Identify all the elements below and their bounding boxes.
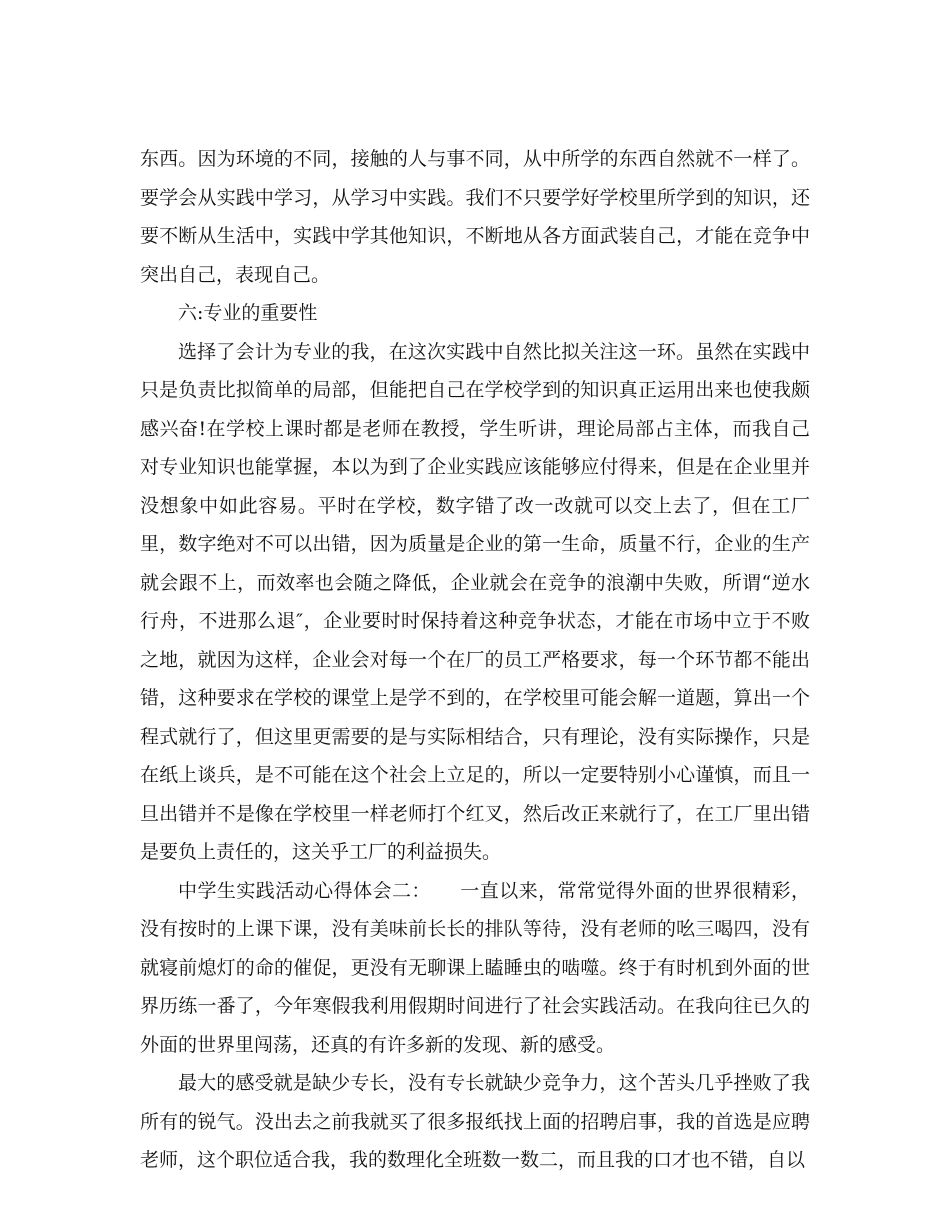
paragraph-second-essay: 中学生实践活动心得体会二： 一直以来，常常觉得外面的世界很精彩，没有按时的上课下课，没有美味前长长的排队等待，没有老师的吆三喝四，没有就寝前熄灯的命的催促，更没有无聊课上瞌睡虫的啮噬。终于有时机到外面的世界历练一番了，今年寒假我利用假期时间进行了社会实践活动。在我向往已久的外面的世界里闯荡，还真的有许多新的发现、新的感受。 bbox=[140, 879, 810, 1056]
document-body bbox=[140, 140, 810, 1180]
paragraph-feeling: 最大的感受就是缺少专长，没有专长就缺少竞争力，这个苦头几乎挫败了我所有的锐气。没出去之前我就买了很多报纸找上面的招聘启事，我的首选是应聘老师，这个职位适合我，我的数理化全班数一数二，而且我的口才也不错，自以 bbox=[140, 1072, 810, 1171]
paragraph-continued: 东西。因为环境的不同，接触的人与事不同，从中所学的东西自然就不一样了。要学会从实践中学习，从学习中实践。我们不只要学好学校里所学到的知识，还要不断从生活中，实践中学其他知识，不断地从各方面武装自己，才能在竞争中突出自己，表现自己。 bbox=[140, 148, 810, 286]
paragraph-accounting: 选择了会计为专业的我，在这次实践中自然比拟关注这一环。虽然在实践中只是负责比拟简单的局部，但能把自己在学校学到的知识真正运用出来也使我颇感兴奋!在学校上课时都是老师在教授，学生听讲，理论局部占主体，而我自己对专业知识也能掌握，本以为到了企业实践应该能够应付得来，但是在企业里并没想象中如此容易。平时在学校，数字错了改一改就可以交上去了，但在工厂里，数字绝对不可以出错，因为质量是企业的第一生命，质量不行，企业的生产就会跟不上，而效率也会随之降低，企业就会在竞争的浪潮中失败，所谓“逆水行舟，不进那么退″，企业要时时保持着这种竞争状态，才能在市场中立于不败之地，就因为这样，企业会对每一个在厂的员工严格要求，每一个环节都不能出错，这种要求在学校的课堂上是学不到的，在学校里可能会解一道题，算出一个程式就行了，但这里更需要的是与实际相结合，只有理论，没有实际操作，只是在纸上谈兵，是不可能在这个社会上立足的，所以一定要特别小心谨慎，而且一旦出错并不是像在学校里一样老师打个红叉，然后改正来就行了，在工厂里出错是要负上责任的，这关乎工厂的利益损失。 bbox=[140, 340, 810, 863]
section-heading: 六:专业的重要性 bbox=[178, 302, 318, 324]
